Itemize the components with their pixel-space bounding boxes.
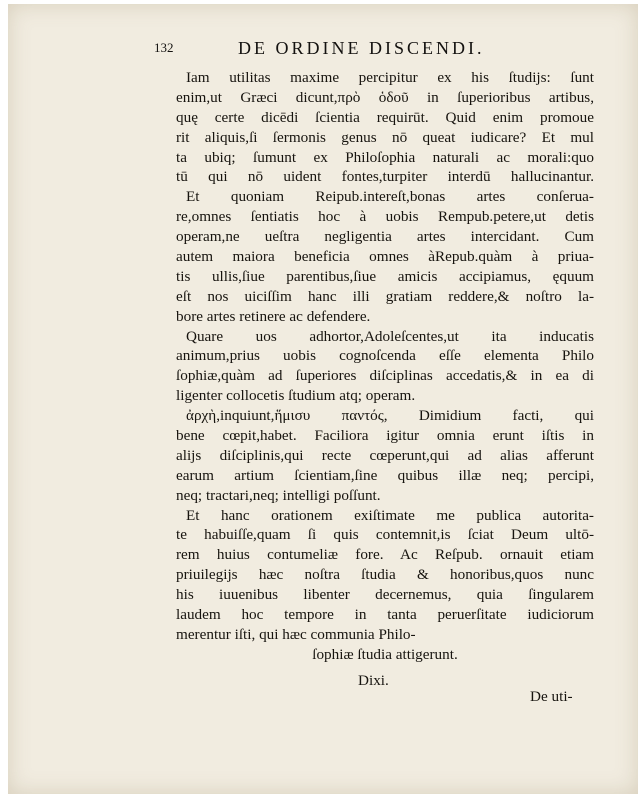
book-page: [8, 4, 638, 794]
text-line: rem huius contumeliæ fore. Ac Reſpub. ornauit etiam: [176, 546, 594, 564]
text-line: his iuuenibus libenter decernemus, quia ſingularem: [176, 586, 594, 604]
text-line: merentur iſti, qui hæc communia Philo-: [176, 625, 416, 643]
text-line: laudem hoc tempore in tanta peruerſitate iudiciorum: [176, 606, 594, 624]
text-line: alijs diſciplinis,qui recte cœperunt,qui ad alias afferunt: [176, 446, 594, 464]
text-line: operam,ne ueſtra negligentia artes intercidant. Cum: [176, 228, 594, 246]
page-number: 132: [154, 40, 174, 55]
text-line: ἀρχὴ,inquiunt,ἥμισυ παντός, Dimidium facti, qui: [186, 407, 594, 425]
text-line: ligenter collocetis ſtudium atq; operam.: [176, 387, 416, 405]
running-title: DE ORDINE DISCENDI.: [238, 38, 485, 58]
text-line: animum,prius uobis cognoſcenda eſſe elementa Philo: [176, 347, 594, 365]
running-header: [154, 38, 534, 62]
text-line: tis ullis,ſiue parentibus,ſiue amicis accipiamus, ęquum: [176, 267, 594, 285]
catchword: De uti-: [530, 688, 573, 705]
text-line: ſophiæ ſtudia attigerunt.: [312, 645, 458, 663]
text-line: tū qui nō uident fontes,turpiter interdū hallucinantur.: [176, 168, 594, 186]
text-line: te habuiſſe,quam ſi quis contemnit,is ſciat Deum ultō-: [176, 526, 594, 544]
text-line: bene cœpit,habet. Faciliora igitur omnia erunt iſtis in: [176, 427, 594, 445]
text-line: Et hanc orationem exiſtimate me publica autorita-: [186, 506, 594, 524]
text-line: Quare uos adhortor,Adoleſcentes,ut ita inducatis: [186, 327, 594, 345]
text-line: autem maiora beneficia omnes àRepub.quàm à priua-: [176, 248, 594, 266]
text-line: bore artes retinere ac defendere.: [176, 307, 371, 325]
text-line: ſophiæ,quàm ad ſuperiores diſciplinas accedatis,& in ea di: [176, 367, 594, 385]
text-body: [176, 68, 594, 665]
text-line: eſt nos uiciſſim hanc illi gratiam reddere,& noſtro la-: [176, 287, 594, 305]
text-line: neq; tractari,neq; intelligi poſſunt.: [176, 486, 381, 504]
text-line: ta ubiq; ſumunt ex Philoſophia naturali ac morali:quo: [176, 148, 594, 166]
closing-word: Dixi.: [358, 672, 389, 689]
text-line: quę certe dicēdi ſcientia requirūt. Quid enim promoue: [176, 108, 594, 126]
text-line: Et quoniam Reipub.intereſt,bonas artes conſerua-: [186, 188, 594, 206]
text-line: earum artium ſcientiam,ſine quibus illæ neq; percipi,: [176, 466, 594, 484]
text-line: Iam utilitas maxime percipitur ex his ſtudijs: ſunt: [186, 69, 594, 86]
text-line: rit aliquis,ſi ſermonis genus nō queat iudicare? Et mul: [176, 128, 594, 146]
text-line: enim,ut Græci dicunt,πρὸ ὁδοῦ in ſuperioribus artibus,: [176, 88, 594, 106]
text-line: priuilegijs hæc noſtra ſtudia & honoribus,quos nunc: [176, 566, 594, 584]
text-line: re,omnes ſentiatis hoc à uobis Rempub.petere,ut detis: [176, 208, 594, 226]
